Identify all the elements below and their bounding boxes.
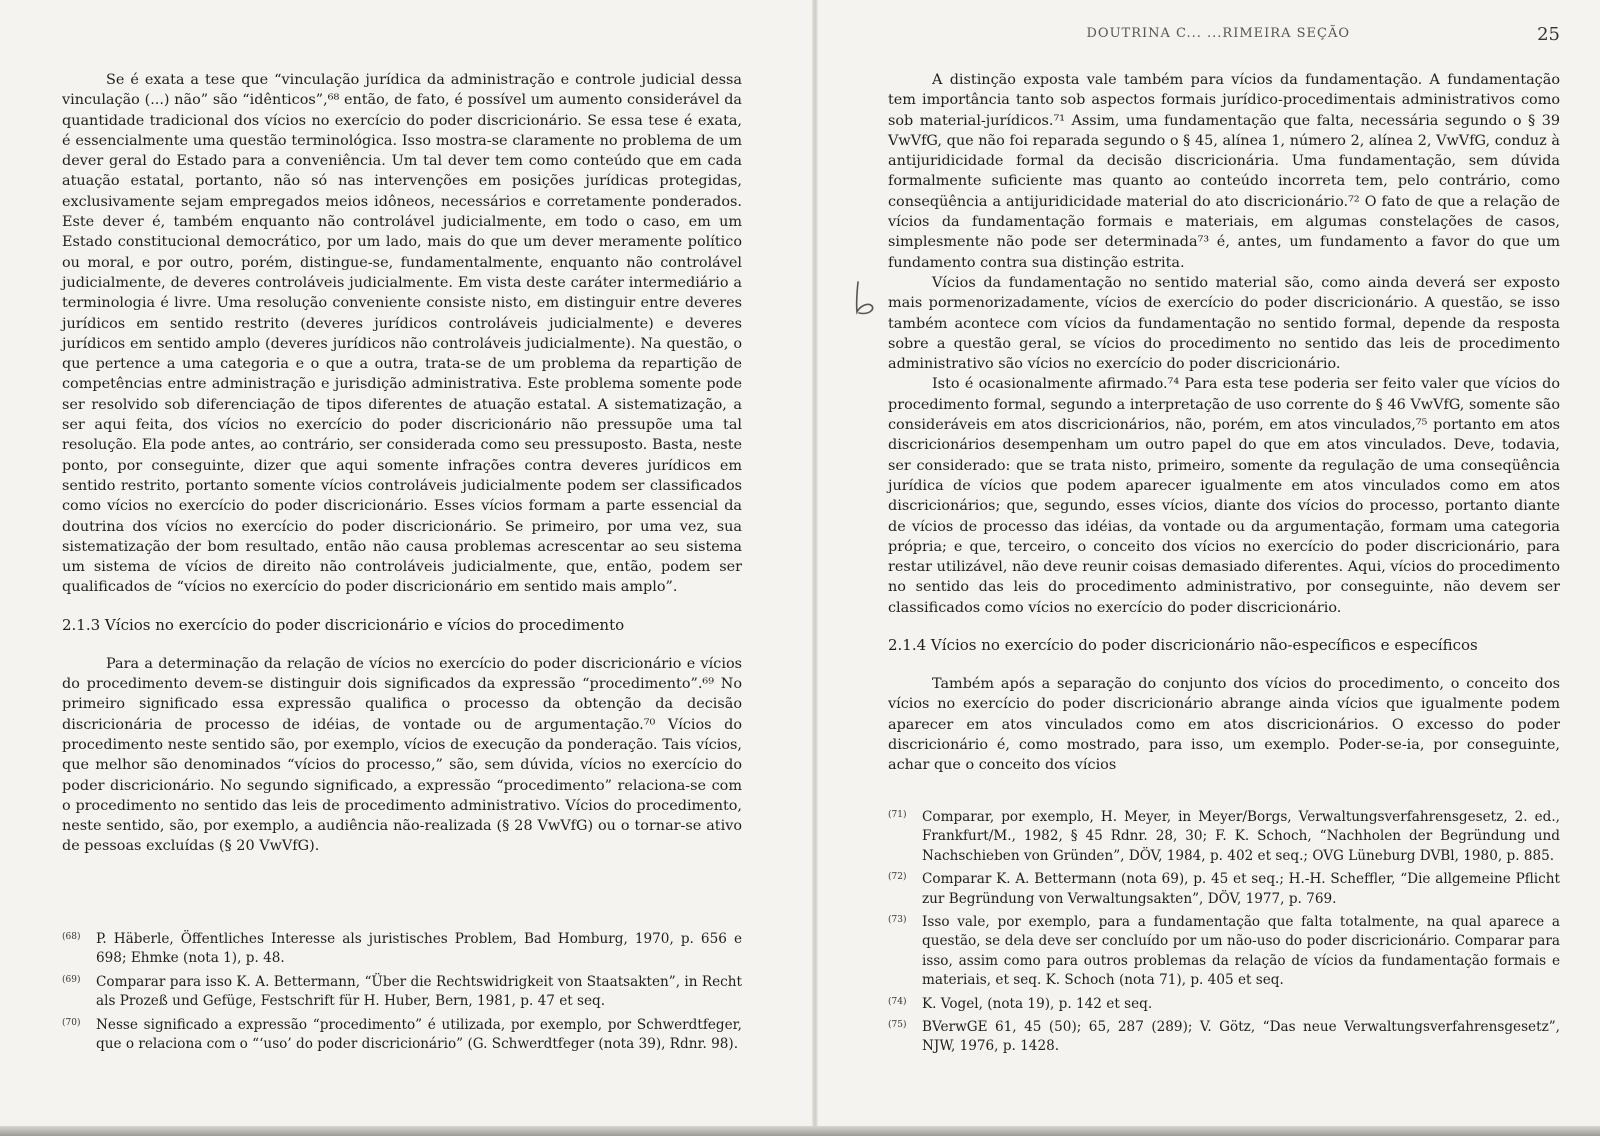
left-page-body [62, 70, 742, 857]
footnote-number: (73) [888, 915, 907, 926]
right-footnotes [888, 808, 1560, 1061]
footnote-text: Comparar para isso K. A. Bettermann, “Über die Rechtswidrigkeit von Staatsakten”, in Recht als Prozeß und Gefüge, Festschrift für H. Huber, Bern, 1981, p. 47 et seq. [96, 973, 742, 1010]
running-head-title: DOUTRINA C... ...RIMEIRA SEÇÃO [1086, 26, 1350, 41]
right-paragraph-1: A distinção exposta vale também para vícios da fundamentação. A fundamentação tem importância tanto sob aspectos formais jurídico-procedimentais administrativos como sob material-jurídicos.⁷¹ Assim, uma fundamentação que falta, necessária segundo o § 39 VwVfG, que não foi reparada segundo o § 45, alínea 1, número 2, alínea 2, VwVfG, conduz à antijuridicidade formal da decisão discricionária. Uma fundamentação, sem dúvida formalmente suficiente mas quanto ao conteúdo incorreta tem, pelo contrário, como conseqüência a antijuridicidade material do ato discricionário.⁷² O fato de que a relação de vícios da fundamentação formais e materiais, em algumas constelações de casos, simplesmente não pode ser determinada⁷³ é, antes, um fundamento a favor do que um fundamento contra sua distinção estrita. [888, 72, 1560, 271]
footnote-number: (68) [62, 932, 81, 942]
section-heading-2-1-4: 2.1.4 Vícios no exercício do poder discricionário não-específicos e específicos [888, 636, 1478, 655]
footnote-68 [62, 930, 742, 969]
footnote-text: Comparar, por exemplo, H. Meyer, in Meyer/Borgs, Verwaltungsverfahrensgesetz, 2. ed., Frankfurt/M., 1982, § 45 Rdnr. 28, 30; F. K. Schoch, “Nachholen der Begründung und Nachschieben von Gründen”, DÖV, 1984, p. 402 et seq.; OVG Lüneburg DVBl, 1980, p. 885. [922, 809, 1560, 864]
footnote-71 [888, 808, 1560, 866]
right-paragraph-2: Vícios da fundamentação no sentido material são, como ainda deverá ser exposto mais pormenorizadamente, vícios de exercício do poder discricionário. A questão, se isso também acontece com vícios da fundamentação no sentido formal, depende da resposta sobre a questão geral, se vícios do procedimento no sentido das leis de procedimento administrativo são vícios no exercício do poder discricionário. [888, 274, 1560, 373]
page-number: 25 [1537, 24, 1560, 45]
footnote-number: (69) [62, 974, 81, 985]
right-paragraph-3: Isto é ocasionalmente afirmado.⁷⁴ Para esta tese poderia ser feito valer que vícios do procedimento formal, segundo a interpretação de uso corrente do § 46 VwVfG, somente são consideráveis em atos discricionários, não, porém, em atos vinculados,⁷⁵ portanto em atos discricionários desempenham um outro papel do que em atos vinculados. Deve, todavia, ser considerado: que se trata nisto, primeiro, somente da regulação de uma conseqüência jurídica de vícios que podem aparecer igualmente em atos vinculados como em atos discricionários; que, segundo, esses vícios, diante dos vícios do processo, portanto diante de vícios de processo das idéias, da vontade ou da argumentação, formam uma categoria própria; e que, terceiro, o conceito dos vícios no exercício do poder discricionário, para restar utilizável, não deve reunir coisas demasiado diferentes. Aqui, vícios do procedimento no sentido das leis do procedimento administrativo, por conseguinte, não devem ser classificados como vícios no exercício do poder discricionário. [888, 376, 1560, 616]
footnote-number: (70) [62, 1017, 81, 1028]
footnote-number: (72) [888, 872, 907, 883]
footnote-number: (75) [888, 1020, 907, 1031]
right-page [888, 0, 1560, 1120]
footnote-text: BVerwGE 61, 45 (50); 65, 287 (289); V. Götz, “Das neue Verwaltungsverfahrensgesetz”, NJW, 1976, p. 1428. [922, 1019, 1560, 1055]
right-paragraph-4: Também após a separação do conjunto dos vícios do procedimento, o conceito dos vícios no exercício do poder discricionário abrange ainda vícios que igualmente podem aparecer em atos vinculados como em atos discricionários. O excesso do poder discricionário é, como mostrado, para isso, um exemplo. Poder-se-ia, por conseguinte, achar que o conceito dos vícios [888, 676, 1560, 774]
footnote-text: Nesse significado a expressão “procedimento” é utilizada, por exemplo, por Schwerdtfeger, que o relaciona com o “‘uso’ do poder discricionário” (G. Schwerdtfeger (nota 39), Rdnr. 98). [96, 1016, 742, 1053]
footnote-text: Isso vale, por exemplo, para a fundamentação que falta totalmente, na qual aparece a questão, se dela deve ser concluído por um não-uso do poder discricionário. Comparar para isso, assim como para outros problemas da relação de vícios da fundamentação formais e materiais, et seq. K. Schoch (nota 71), p. 405 et seq. [922, 914, 1560, 989]
left-footnotes [62, 930, 742, 1058]
footnote-74 [888, 995, 1560, 1014]
footnote-text: Comparar K. A. Bettermann (nota 69), p. 45 et seq.; H.-H. Scheffler, “Die allgemeine Pflicht zur Begründung von Verwaltungsakten”, DÖV, 1977, p. 769. [922, 871, 1560, 907]
left-page [62, 0, 742, 1120]
scan-bottom-edge [0, 1126, 1600, 1136]
footnote-73 [888, 913, 1560, 991]
book-gutter [812, 0, 818, 1136]
footnote-75 [888, 1018, 1560, 1057]
handwritten-b-mark [850, 278, 880, 318]
footnote-70 [62, 1016, 742, 1055]
footnote-text: P. Häberle, Öffentliches Interesse als juristisches Problem, Bad Homburg, 1970, p. 656 e 698; Ehmke (nota 1), p. 48. [96, 931, 742, 967]
footnote-72 [888, 870, 1560, 909]
footnote-text: K. Vogel, (nota 19), p. 142 et seq. [922, 995, 1153, 1012]
footnote-number: (74) [888, 996, 907, 1007]
left-paragraph-1: Se é exata a tese que “vinculação jurídica da administração e controle judicial dessa vinculação (...) não” são “idênticos”,⁶⁸ então, de fato, é possível um aumento considerável da quantidade tradicional dos vícios no exercício do poder discricionário. Se essa tese é exata, é essencialmente uma questão terminológica. Isso mostra-se claramente no problema de um dever geral do Estado para a conveniência. Um tal dever tem como conteúdo que em cada atuação estatal, portanto, não só nas intervenções em posições jurídicas protegidas, exclusivamente sejam empregados meios idôneos, necessários e corretamente ponderados. Este dever é, também enquanto não controlável judicialmente, em todo o caso, em um Estado constitucional democrático, por um lado, mais do que um dever meramente político ou moral, e por outro, porém, distingue-se, fundamentalmente, enquanto não controlável judicialmente, de deveres controláveis judicialmente. Em vista deste caráter intermediário a terminologia é livre. Uma resolução conveniente consiste nisto, em distinguir entre deveres jurídicos em sentido restrito (deveres jurídicos controláveis judicialmente) e deveres jurídicos em sentido amplo (deveres jurídicos não controláveis judicialmente). Na questão, o que pertence a uma categoria e o que a outra, trata-se de um problema da repartição de competências entre administração e jurisdição administrativa. Este problema somente pode ser resolvido sob diferenciação de tipos diferentes de atuação estatal. A sistematização, a ser aqui feita, dos vícios no exercício do poder discricionário não pressupõe uma tal resolução. Ela pode antes, ao contrário, ser considerada como seu pressuposto. Basta, neste ponto, por conseguinte, dizer que aqui somente infrações contra deveres jurídicos em sentido restrito, portanto somente vícios controláveis judicialmente podem ser classificados como vícios no exercício do poder discricionário. Esses vícios formam a parte essencial da doutrina dos vícios no exercício do poder discricionário. Se primeiro, por uma vez, sua sistematização der bom resultado, então não causa problemas acrescentar ao seu sistema um sistema de vícios de direito não controláveis judicialmente, que, então, podem ser qualificados de “vícios no exercício do poder discricionário em sentido mais amplo”. [62, 72, 742, 596]
footnote-69 [62, 973, 742, 1012]
footnote-number: (71) [888, 810, 907, 820]
section-heading-2-1-3: 2.1.3 Vícios no exercício do poder discricionário e vícios do procedimento [62, 615, 625, 634]
right-page-body [888, 70, 1560, 776]
left-paragraph-2: Para a determinação da relação de vícios no exercício do poder discricionário e vícios do procedimento devem-se distinguir dois significados da expressão “procedimento”.⁶⁹ No primeiro significado essa expressão qualifica o processo da obtenção da decisão discricionária de processo de idéias, de vontade ou de argumentação.⁷⁰ Vícios do procedimento neste sentido são, por exemplo, vícios de execução da ponderação. Tais vícios, que melhor são denominados “vícios do processo,” são, sem dúvida, vícios no exercício do poder discricionário. No segundo significado, a expressão “procedimento” relaciona-se com o procedimento no sentido das leis de procedimento administrativo. Vícios do procedimento, neste sentido, são, por exemplo, a audiência não-realizada (§ 28 VwVfG) ou o tornar-se ativo de pessoas excluídas (§ 20 VwVfG). [62, 655, 742, 855]
